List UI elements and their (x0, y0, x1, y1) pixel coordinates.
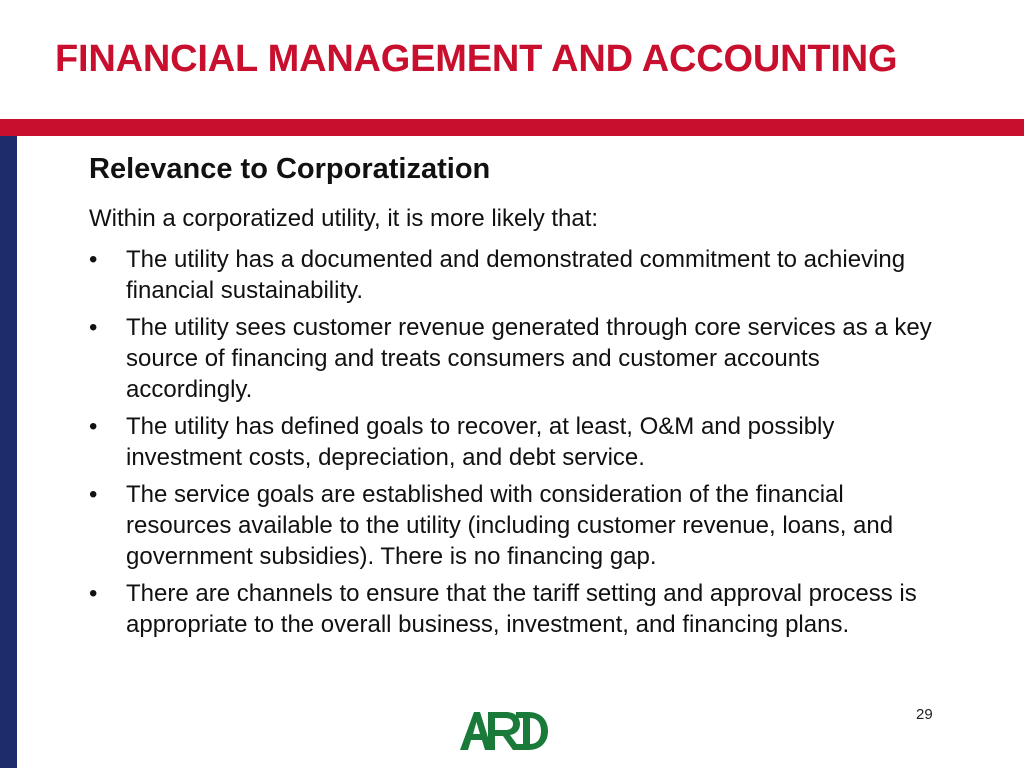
bullet-item (89, 411, 949, 473)
bullet-text: The utility has a documented and demonstrated commitment to achieving financial sustainability. (126, 246, 906, 304)
bullet-dot: • (89, 413, 98, 440)
bullet-text: The service goals are established with consideration of the financial resources available to the utility (including customer revenue, loans, and government subsidies). There is no financing gap. (126, 481, 894, 570)
bullet-dot: • (89, 481, 98, 508)
slide-title: FINANCIAL MANAGEMENT AND ACCOUNTING (55, 38, 898, 80)
bullet-text: The utility has defined goals to recover, at least, O&M and possibly investment costs, depreciation, and debt service. (126, 413, 835, 471)
bullet-text: There are channels to ensure that the tariff setting and approval process is appropriate to the overall business, investment, and financing plans. (126, 580, 917, 638)
slide-subtitle: Relevance to Corporatization (89, 153, 491, 185)
bullet-item (89, 312, 949, 405)
bullet-dot: • (89, 314, 98, 341)
bullet-dot: • (89, 580, 98, 607)
ard-logo-mark (460, 712, 548, 750)
bullet-list (89, 244, 949, 646)
intro-text: Within a corporatized utility, it is more likely that: (89, 205, 599, 232)
bullet-text: The utility sees customer revenue generated through core services as a key source of financing and treats consumers and customer accounts accordingly. (126, 314, 932, 403)
bullet-dot: • (89, 246, 98, 273)
left-blue-bar (0, 136, 17, 768)
ard-logo (458, 706, 550, 754)
page-number: 29 (916, 706, 933, 723)
bullet-item (89, 244, 949, 306)
bullet-item (89, 479, 949, 572)
header-red-bar (0, 119, 1024, 136)
bullet-item (89, 578, 949, 640)
